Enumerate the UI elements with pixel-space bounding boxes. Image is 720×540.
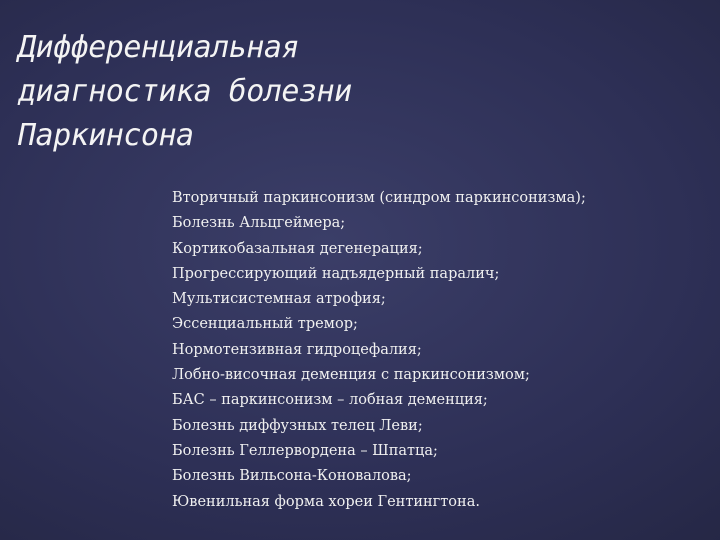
list-item: Нормотензивная гидроцефалия;: [172, 341, 422, 358]
title-line: диагностика болезни: [18, 74, 352, 109]
list-item: Мультисистемная атрофия;: [172, 291, 386, 308]
list-item: Кортикобазальная дегенерация;: [172, 240, 423, 257]
list-item: Ювенильная форма хореи Гентингтона.: [172, 493, 480, 510]
list-item: Вторичный паркинсонизм (синдром паркинсонизма);: [172, 190, 586, 206]
list-item: Болезнь Геллервордена – Шпатца;: [172, 442, 438, 459]
slide-title: [18, 26, 538, 158]
list-item: Эссенциальный тремор;: [172, 316, 358, 333]
diagnosis-list: [172, 186, 702, 515]
title-line: Паркинсона: [18, 118, 194, 153]
title-line: Дифференциальная: [18, 30, 299, 65]
list-item: Болезнь Альцгеймера;: [172, 215, 346, 232]
list-item: Лобно-височная деменция с паркинсонизмом;: [172, 367, 530, 384]
list-item: Болезнь Вильсона-Коновалова;: [172, 468, 412, 485]
list-item: БАС – паркинсонизм – лобная деменция;: [172, 392, 488, 409]
list-item: Прогрессирующий надъядерный паралич;: [172, 265, 500, 282]
list-item: Болезнь диффузных телец Леви;: [172, 417, 423, 434]
